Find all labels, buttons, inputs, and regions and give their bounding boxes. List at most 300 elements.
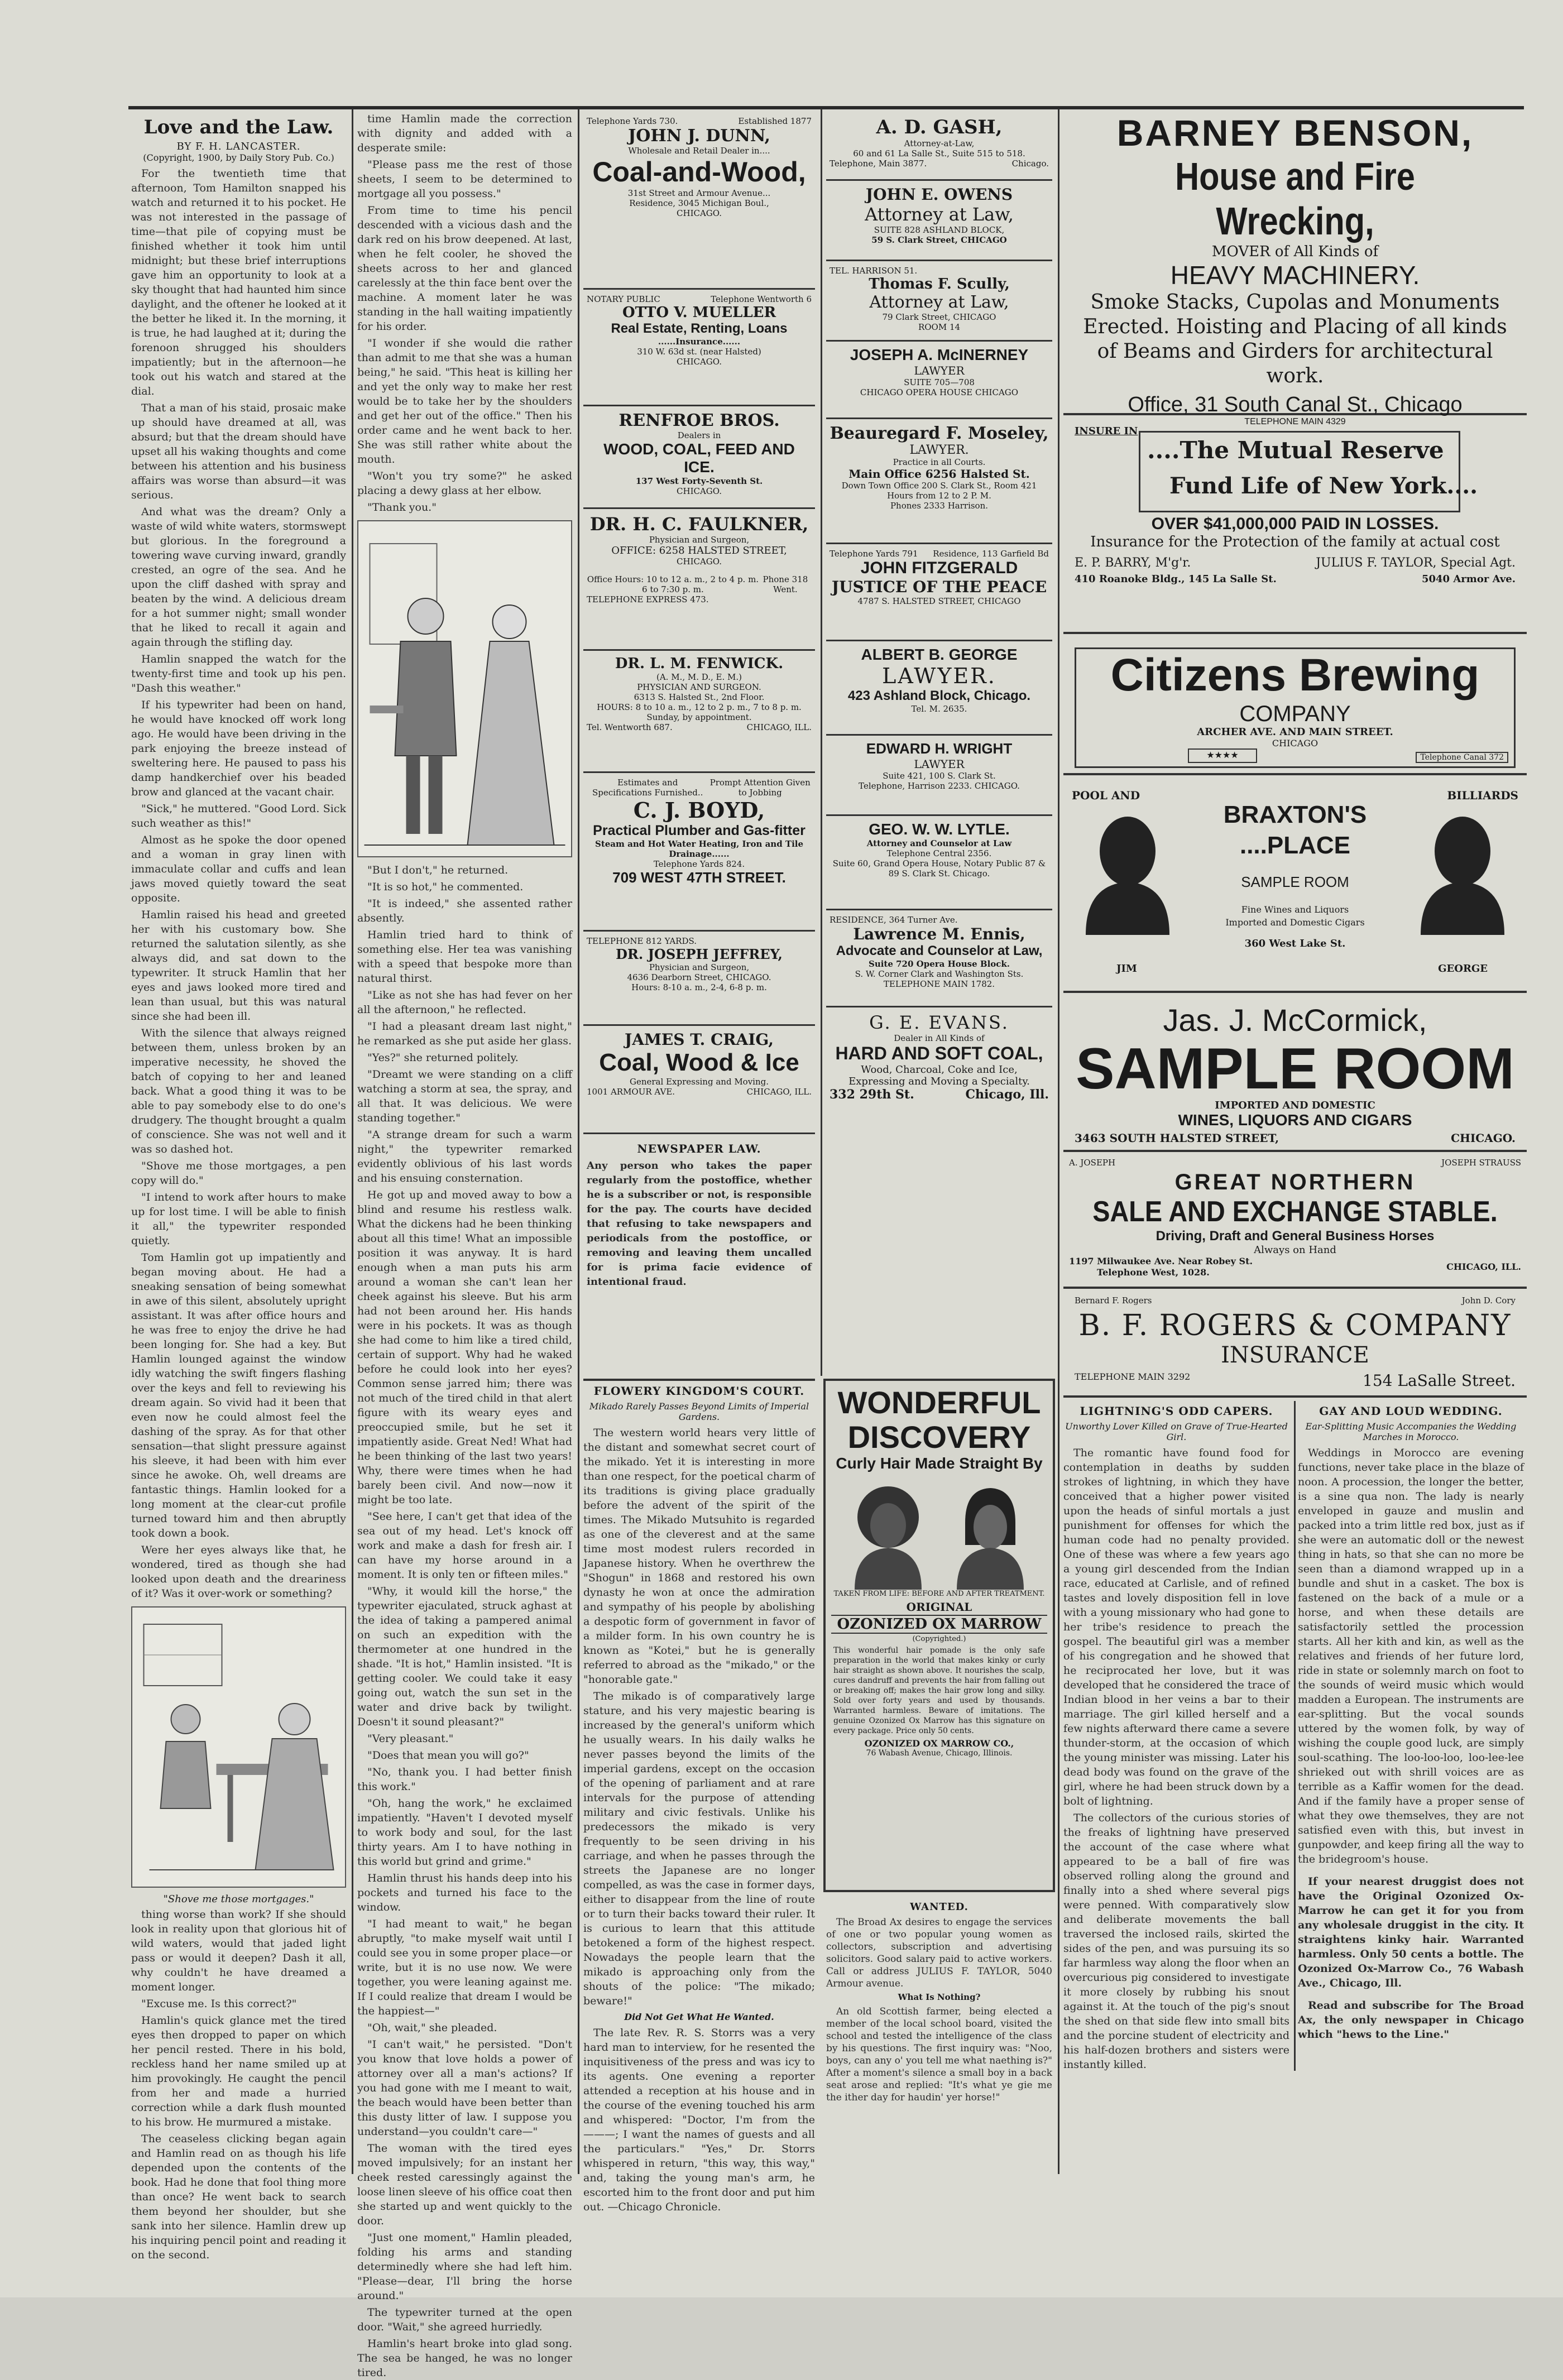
story-byline: BY F. H. LANCASTER.	[176, 141, 301, 152]
benson-heavy: HEAVY MACHINERY.	[1170, 261, 1420, 290]
ad-city: CHICAGO, ILL.	[746, 1087, 812, 1097]
paragraph: Hamlin thrust his hands deep into his pockets and turned his face to the window.	[357, 1872, 572, 1913]
paragraph: thing worse than work? If she should look in reality upon that glorious hit of wild waters, would that jaded light pass or would it deepen? Dash it all, why couldn't he have dreamed a moment longer.	[131, 1908, 346, 1993]
braxton-billiards: BILLIARDS	[1447, 789, 1518, 802]
ad-sub: Dealer in All Kinds of	[894, 1033, 985, 1043]
ad-top-left: Telephone Yards 730.	[587, 116, 678, 126]
ad-top-right: Residence, 113 Garfield Bd	[933, 549, 1049, 559]
ad-citizens-brewing	[1063, 636, 1527, 775]
ad-sub: LAWYER	[914, 757, 965, 771]
discovery-portraits	[826, 1472, 1053, 1590]
discovery-caption: TAKEN FROM LIFE: BEFORE AND AFTER TREATMENT.	[833, 1590, 1045, 1598]
ad-ad-gash	[826, 112, 1052, 181]
ad-city: Chicago.	[1011, 159, 1049, 169]
ad-sub: (A. M., M. D., E. M.)	[656, 672, 742, 682]
story-text-mid	[357, 112, 572, 515]
ad-line: 31st Street and Armour Avenue...	[627, 188, 771, 198]
ad-lawrence-ennis	[826, 910, 1052, 1007]
ad-name: Lawrence M. Ennis,	[853, 925, 1025, 943]
paragraph: Tom Hamlin got up impatiently and began moving about. He had a sneaking sensation of being somewhat in awe of this silent, absolutely upright assistant. It was after office hours and he was free to enjoy the drive he had been longing for. She had a key. But Hamlin lounged against the window idly watching the swift fingers flashing over the keys and fell to reviewing his dream again. So vivid had it been that even now he could almost feel the dashing of the spray. As for that other sensation—that slight pressure against his sleeve, it had been with him ever since he awoke. Oh, well dreams are fantastic things. Hamlin looked for a long moment at the clear-cut profile turned toward him and then abruptly took down a book.	[131, 1251, 346, 1539]
ad-name: JOSEPH A. McINERNEY	[850, 346, 1029, 363]
mutual-name-2: Fund Life of New York....	[1169, 473, 1478, 499]
paragraph: "But I don't," he returned.	[367, 864, 509, 876]
paragraph: "Oh, wait," she pleaded.	[367, 2022, 497, 2034]
ad-name: JOHN J. DUNN,	[628, 126, 770, 146]
ad-line: Steam and Hot Water Heating, Iron and Tile Drainage......	[594, 839, 804, 859]
paragraph: The collectors of the curious stories of the freaks of lightning have preserved the account of the case where what appeared to be a ball of fire was observed rolling along the ground and finally into a shed where several pigs were penned. With comparatively slow and deliberate movements the ball traversed the inclosed rails, skirted the sides of the pen, and was pursuing its so far harmless way along the floor when an overcurious pig considered to investigate it more closely by rubbing his snout against it. At the touch of the pig's snout the shed on that side flew into small bits and the porcine student of electricity and his half-dozen brothers and sisters were instantly killed.	[1063, 1812, 1289, 2071]
ad-line: Wood, Charcoal, Coke and Ice,	[861, 1064, 1018, 1076]
ad-line: Hours: 8-10 a. m., 2-4, 6-8 p. m.	[631, 982, 767, 992]
ad-mutual-reserve	[1063, 420, 1527, 634]
story-text-left-bottom	[131, 1907, 346, 2262]
paragraph: The woman with the tired eyes moved impulsively; for an instant her cheek rested caressingly against the loose linen sleeve of his office coat then she started up and went quickly to the door.	[357, 2142, 572, 2227]
citizens-city: CHICAGO	[1272, 738, 1319, 748]
ad-name: Thomas F. Scully,	[869, 276, 1010, 292]
ad-renfroe-bros	[583, 406, 815, 509]
stable-name: GREAT NORTHERN	[1174, 1170, 1416, 1194]
flowery-text-2	[583, 2026, 815, 2214]
paragraph: "Sick," he muttered. "Good Lord. Sick such weather as this!"	[131, 803, 346, 829]
ad-headline: LAWYER.	[882, 664, 996, 688]
paragraph: "I can't wait," he persisted. "Don't you know that love holds a power of attorney over all a man's actions? If you had gone with me I meant to wait, the beach would have been better than this dusty litter of law. I suppose you understand—you couldn't care—"	[357, 2038, 572, 2138]
top-rule	[128, 106, 1524, 109]
ad-line: ROOM 14	[918, 322, 961, 332]
ad-line: Practice in all Courts.	[893, 457, 986, 467]
wedding-text	[1298, 1446, 1524, 2042]
ad-line: Telephone, Harrison 2233. CHICAGO.	[859, 781, 1020, 791]
ad-geo-lytle	[826, 816, 1052, 910]
ad-top-left: TEL. HARRISON 51.	[830, 266, 918, 276]
mutual-insurance: Insurance for the Protection of the family at actual cost	[1090, 534, 1500, 550]
stable-footer	[1063, 1256, 1527, 1280]
newspaper-law-text: Any person who takes the paper regularly from the postoffice, whether he is a subscriber or not, is responsible for the pay. The courts have decided that refusing to take newspapers and periodicals from the postoffice, or removing and leaving them uncalled for is prima facie evidence of intentional fraud.	[587, 1160, 812, 1288]
paragraph: "Yes?" she returned politely.	[367, 1052, 519, 1064]
stable-owner-left: A. JOSEPH	[1069, 1158, 1116, 1168]
ad-top-left: Estimates and Specifications Furnished..	[592, 778, 703, 798]
nothing-text	[826, 2005, 1052, 2104]
stable-sub: Driving, Draft and General Business Horses	[1156, 1229, 1435, 1244]
ad-line: 6313 S. Halsted St., 2nd Floor.	[634, 692, 765, 702]
ad-top-left: NOTARY PUBLIC	[587, 294, 660, 304]
mutual-agent: JULIUS F. TAYLOR, Special Agt.	[1316, 556, 1516, 570]
paragraph: Hamlin's heart broke into glad song. The sea be hanged, he was no longer tired.	[357, 2338, 572, 2379]
paragraph: "I had a pleasant dream last night," he remarked as she put aside her glass.	[357, 1020, 572, 1047]
paragraph: "It is so hot," he commented.	[367, 881, 524, 893]
wanted-and-nothing	[826, 1898, 1052, 2103]
ad-bf-rogers	[1063, 1292, 1527, 1398]
ad-headline: HARD AND SOFT COAL,	[835, 1043, 1043, 1063]
braxton-george: GEORGE	[1438, 963, 1488, 975]
paragraph: Almost as he spoke the door opened and a woman in gray linen with immaculate collar and cuffs and lean jaws moved quietly toward the seat opposite.	[131, 834, 346, 904]
ad-address: 332 29th St.	[830, 1087, 914, 1102]
ad-line: Suite 720 Opera House Block.	[868, 959, 1010, 969]
ad-line: Tel. M. 2635.	[911, 704, 967, 714]
paragraph: If your nearest druggist does not have the Original Ozonized Ox-Marrow he can get it for you from any wholesale druggist in the city. It straightens kinky hair. Warranted harmless. Only 50 cents a bottle. The Ozonized Ox-Marrow Co., 76 Wabash Ave., Chicago, Ill.	[1298, 1875, 1524, 1989]
paragraph: "Please pass me the rest of those sheets, I seem to be determined to mortgage all you possess."	[357, 159, 572, 200]
story-illustration-office	[131, 1606, 346, 1888]
flowery-sub: Mikado Rarely Passes Beyond Limits of Imperial Gardens.	[589, 1401, 809, 1422]
ad-name: C. J. BOYD,	[633, 798, 765, 823]
braxton-jim: JIM	[1116, 963, 1137, 975]
story-column-2	[357, 112, 572, 2379]
ad-phone: Phone 318 Went.	[763, 574, 808, 594]
ad-top-right: Telephone Wentworth 6	[711, 294, 812, 304]
ad-headline: Attorney at Law,	[869, 292, 1009, 312]
paragraph: "Won't you try some?" he asked placing a dewy glass at her elbow.	[357, 470, 572, 497]
paragraph: Read and subscribe for The Broad Ax, the only newspaper in Chicago which "hews to the Line."	[1298, 1999, 1524, 2041]
ad-top-left: TELEPHONE 812 YARDS.	[587, 936, 697, 946]
ad-name: DR. JOSEPH JEFFREY,	[616, 946, 783, 962]
paragraph: "Very pleasant."	[367, 1733, 454, 1745]
story-column-1	[131, 112, 346, 2261]
paragraph: If his typewriter had been on hand, he would have knocked off work long ago. He would have been driving in the park enjoying the breeze instead of sweltering here. He paused to pass his damp handkerchief over his beaded brow and glanced at the vacant chair.	[131, 699, 346, 798]
ad-great-northern-stable	[1063, 1155, 1527, 1289]
discovery-body: This wonderful hair pomade is the only safe preparation in the world that makes kinky or curly hair straight as shown above. It nourishes the scalp, cures dandruff and prevents the hair from falling out or breaking off; makes the hair grow long and silky. Sold over forty years and used by thousands. Warranted harmless. Beware of imitations. The genuine Ozonized Ox Marrow has this signature on every package. Price only 50 cents.	[833, 1646, 1045, 1735]
newspaper-law-heading: NEWSPAPER LAW.	[637, 1142, 761, 1155]
ad-james-craig	[583, 1026, 815, 1134]
ad-line: CHICAGO.	[677, 208, 722, 218]
rogers-left: Bernard F. Rogers	[1075, 1295, 1152, 1306]
ad-line: TELEPHONE MAIN 1782.	[883, 979, 995, 989]
discovery-product: OZONIZED OX MARROW	[831, 1615, 1047, 1634]
discovery-title-2: DISCOVERY	[847, 1419, 1031, 1455]
ad-line: Down Town Office 200 S. Clark St., Room 421	[841, 481, 1037, 491]
ad-top-left: RESIDENCE, 364 Turner Ave.	[830, 915, 958, 925]
ad-headline: Advocate and Counselor at Law,	[836, 943, 1043, 958]
ad-line: 4636 Dearborn Street, CHICAGO.	[627, 972, 771, 982]
stable-headline: SALE AND EXCHANGE STABLE.	[1092, 1196, 1498, 1228]
lightning-sub: Unworthy Lover Killed on Grave of True-Hearted Girl.	[1065, 1421, 1288, 1442]
wedding-heading: GAY AND LOUD WEDDING.	[1319, 1404, 1503, 1418]
column-divider	[821, 109, 822, 1376]
paragraph: "I wonder if she would die rather than admit to me that she was a human being," he said. "This heat is killing her and yet the only way to make her rest would be to take her by the shoulders and get her out of the office." Then his order came and he went back to her. She was still rather white about the mouth.	[357, 337, 572, 466]
nothing-heading: What Is Nothing?	[898, 1992, 981, 2002]
ad-line: CHICAGO.	[677, 556, 722, 567]
ad-line: Telephone Yards 824.	[653, 859, 745, 869]
stable-city: CHICAGO, ILL.	[1446, 1261, 1521, 1272]
mccormick-line: WINES, LIQUORS AND CIGARS	[1178, 1111, 1412, 1129]
ad-line: CHICAGO.	[677, 357, 722, 367]
paragraph: "Just one moment," Hamlin pleaded, folding his arms and standing determinedly where she had left him. "Please—dear, I'll bring the horse around."	[357, 2232, 572, 2302]
paragraph: The romantic have found food for contemplation in deaths by sudden strokes of lightning, in which they have conceived that a higher power visited upon the heads of sinful mortals a just punishment for offenses for which the human code had no penalty provided. One of these was where a few years ago a young girl descended from the Indian race, educated at Carlisle, and of refined tastes and lovely disposition fell in love with a young missionary who had gone to her tribe's residence to preach the gospel. The beautiful girl was a member of his congregation and he showed that he reciprocated her love, but it was developed that he considered the trace of Indian blood in her veins a bar to their marriage. The girl killed herself and a few nights afterward there came a severe thunder-storm, at the occasion of which the young minister was missing. Later his dead body was found on the grave of the girl, where he had been struck down by a bolt of lightning.	[1063, 1447, 1289, 1807]
ad-line: Expressing and Moving a Specialty.	[848, 1076, 1030, 1087]
mccormick-name: Jas. J. McCormick,	[1163, 1002, 1427, 1038]
rogers-sub: INSURANCE	[1221, 1342, 1369, 1368]
ad-headline: JUSTICE OF THE PEACE	[831, 578, 1047, 596]
ad-line: 79 Clark Street, CHICAGO	[882, 312, 996, 322]
ad-sub: LAWYER	[914, 364, 965, 377]
braxton-place: ....PLACE	[1239, 832, 1351, 859]
ad-sub: Physician and Surgeon,	[649, 962, 750, 972]
ad-name: ALBERT B. GEORGE	[861, 646, 1018, 663]
portrait-after	[951, 1478, 1029, 1590]
ad-line: SUITE 705—708	[904, 377, 975, 387]
mccormick-sub: IMPORTED AND DOMESTIC	[1215, 1100, 1375, 1111]
mccormick-city: CHICAGO.	[1451, 1131, 1516, 1145]
citizens-address: ARCHER AVE. AND MAIN STREET.	[1197, 726, 1393, 738]
paragraph: With the silence that always reigned between them, unless broken by an imperative necessity, he shoved the batch of copying to her and leaned back. What a good thing it was to be able to pay somebody else to do one's drudgery. The thought brought a qualm of conscience. She was not well and it was so dashed hot.	[131, 1027, 346, 1155]
ad-top-left: Telephone Yards 791	[830, 549, 918, 559]
wanted-text	[826, 1916, 1052, 1990]
ad-line: Residence, 3045 Michigan Boul.,	[629, 198, 769, 208]
paragraph: That a man of his staid, prosaic make up should have dreamed at all, was absurd; but that the dream should have upset all his waking thoughts and come between his attention and his business affairs was worse than absurd—it was serious.	[131, 402, 346, 501]
ad-line: 310 W. 63d st. (near Halsted)	[637, 347, 761, 357]
column-divider	[352, 109, 353, 2174]
ad-name: JOHN E. OWENS	[865, 185, 1013, 204]
ad-dr-fenwick	[583, 651, 815, 773]
ad-line: S. W. Corner Clark and Washington Sts.	[855, 969, 1024, 979]
story-illustration-couple	[357, 520, 572, 857]
rogers-tel: TELEPHONE MAIN 3292	[1075, 1371, 1191, 1382]
ad-joseph-mcinerney	[826, 342, 1052, 419]
ad-line: CHICAGO OPERA HOUSE CHICAGO	[860, 387, 1019, 397]
ad-name: GEO. W. W. LYTLE.	[869, 820, 1010, 838]
ad-headline: WOOD, COAL, FEED AND ICE.	[603, 440, 795, 476]
paragraph: And what was the dream? Only a waste of wild white waters, stormswept but glorious. In the foreground a towering wave curving inward, grandly crested, an ogre of the sea. And he upon the cliff dashed with spray and beaten by the wind. A delicious dream for a hot summer night; small wonder that he liked to recall it again and again through the stifling day.	[131, 506, 346, 649]
flowery-heading-2: Did Not Get What He Wanted.	[624, 2012, 774, 2022]
ad-barney-benson	[1063, 112, 1527, 426]
discovery-address: 76 Wabash Avenue, Chicago, Illinois.	[866, 1749, 1013, 1758]
braxton-line-2: Imported and Domestic Cigars	[1225, 917, 1365, 928]
ad-line: PHYSICIAN AND SURGEON.	[637, 682, 761, 692]
paragraph: From time to time his pencil descended with a vicious dash and the dark red on his brow deepened. At last, when he felt cooler, he shoved the sheets across to her and glanced carelessly at the thin face bent over the machine. A moment later he was standing in the hall waiting impatiently for his order.	[357, 204, 572, 333]
ad-sub: Attorney and Counselor at Law	[866, 838, 1012, 848]
mutual-title-block	[1063, 420, 1527, 515]
ad-line: 4787 S. HALSTED STREET, CHICAGO	[857, 596, 1021, 606]
rogers-name: B. F. ROGERS & COMPANY	[1078, 1309, 1512, 1342]
rogers-address: 154 LaSalle Street.	[1363, 1371, 1516, 1390]
ad-sub: General Expressing and Moving.	[629, 1077, 769, 1087]
braxton-address: 360 West Lake St.	[1244, 938, 1346, 949]
ad-city: CHICAGO, ILL.	[746, 722, 812, 732]
flowery-kingdom-article	[583, 1379, 815, 2213]
ad-address: 709 WEST 47TH STREET.	[612, 869, 786, 886]
ad-name: Beauregard F. Moseley,	[830, 424, 1049, 443]
discovery-company: OZONIZED OX MARROW CO.,	[864, 1738, 1014, 1749]
paragraph: "Thank you."	[367, 501, 437, 514]
ad-name: OTTO V. MUELLER	[622, 304, 776, 321]
ad-line: 137 West Forty-Seventh St.	[635, 476, 763, 486]
story-copyright: (Copyright, 1900, by Daily Story Pub. Co.)	[143, 152, 334, 163]
illustration-drawing	[132, 1608, 345, 1887]
braxton-name: BRAXTON'S	[1223, 801, 1367, 828]
mutual-addr-left: 410 Roanoke Bldg., 145 La Salle St.	[1075, 573, 1277, 585]
ad-name: JAMES T. CRAIG,	[624, 1030, 774, 1049]
benson-name: BARNEY BENSON,	[1116, 112, 1474, 153]
paragraph: The western world hears very little of the distant and somewhat secret court of the mikado. Yet it is interesting in more than one respect, for the poetical charm of its traditions is giving place gradually before the advent of the spirit of the times. The Mikado Mutsuhito is regarded as one of the cleverest and at the same time most modest rulers recorded in Japanese history. When he overthrew the "Shogun" in 1868 and restored his own dynasty he won at once the admiration and sympathy of his people by abolishing a despotic form of government in favor of a milder form. In his own country he is known as "Kotei," but he is generally referred to abroad as the "mikado," or the "honorable gate."	[583, 1427, 815, 1686]
ad-sub: Attorney-at-Law,	[904, 138, 975, 148]
ad-john-owens	[826, 181, 1052, 261]
ad-headline: Attorney at Law,	[865, 204, 1014, 225]
paragraph: "Excuse me. Is this correct?"	[141, 1998, 297, 2010]
ad-dr-jeffrey	[583, 932, 815, 1026]
mutual-insure: INSURE IN	[1075, 425, 1138, 437]
discovery-sub: Curly Hair Made Straight By	[836, 1455, 1043, 1472]
discovery-title-1: WONDERFUL	[837, 1385, 1041, 1420]
wanted-heading: WANTED.	[910, 1901, 969, 1913]
ad-braxtons-place	[1063, 779, 1527, 993]
column-divider	[1058, 109, 1059, 2174]
mutual-name-1: ....The Mutual Reserve	[1147, 436, 1444, 464]
portrait-before	[849, 1478, 927, 1590]
wedding-article	[1298, 1401, 1524, 2071]
ad-name: JOHN FITZGERALD	[860, 559, 1018, 577]
paragraph: time Hamlin made the correction with dignity and added with a desperate smile:	[357, 113, 572, 154]
discovery-original: ORIGINAL	[906, 1600, 972, 1614]
paragraph: Hamlin's quick glance met the tired eyes then dropped to paper on which her pencil rested. There in his bold, reckless hand her name smiled up at him provokingly. He caught the pencil from her and made a hurried correction while a dark flush mounted to his brow. He murmured a mistake.	[131, 2014, 346, 2128]
ad-sub: LAWYER.	[909, 443, 969, 457]
mccormick-headline: SAMPLE ROOM	[1076, 1037, 1514, 1101]
flowery-text	[583, 1426, 815, 2008]
paragraph: "No, thank you. I had better finish this work."	[357, 1766, 572, 1793]
ad-line: SUITE 828 ASHLAND BLOCK,	[874, 225, 1005, 235]
ad-headline: Practical Plumber and Gas-fitter	[593, 823, 806, 838]
illustration-caption: "Shove me those mortgages."	[163, 1893, 314, 1905]
portrait-george	[1421, 812, 1504, 935]
paragraph: The ceaseless clicking began again and Hamlin read on as though his life depended upon the contents of the book. Had he done that fool thing more than once? He went back to search them beyond her shoulder, but she sank into her silence. Hamlin drew up his inquiring pencil point and reading it on the second.	[131, 2133, 346, 2261]
ad-name: RENFROE BROS.	[619, 411, 780, 430]
ad-line: OFFICE: 6258 HALSTED STREET,	[611, 545, 787, 556]
ad-line: 423 Ashland Block, Chicago.	[847, 688, 1031, 703]
ad-line: Suite 421, 100 S. Clark St.	[883, 771, 996, 781]
mutual-paid: OVER $41,000,000 PAID IN LOSSES.	[1151, 515, 1439, 533]
paragraph: "I had meant to wait," he began abruptly, "to make myself wait until I could see you in some proper place—or write, but it is no use now. We were together, you were leaning against me. If I could realize that dream I would be the happiest—"	[357, 1918, 572, 2017]
ad-headline: Coal, Wood & Ice	[599, 1049, 799, 1076]
benson-tel: TELEPHONE MAIN 4329	[1244, 417, 1346, 426]
ad-name: EDWARD H. WRIGHT	[866, 740, 1013, 757]
story-title: Love and the Law.	[143, 116, 334, 138]
paragraph: An old Scottish farmer, being elected a member of the local school board, visited the school and tested the intelligence of the class by his questions. The first inquiry was: "Noo, boys, can any o' you tell me what naething is?" After a moment's silence a small boy in a back seat arose and replied: "It's what ye gie me the ither day for haudin' yer horse!"	[826, 2006, 1052, 2103]
mutual-addr-right: 5040 Armor Ave.	[1421, 573, 1516, 585]
ad-line: HOURS: 8 to 10 a. m., 12 to 2 p. m., 7 to 8 p. m.	[597, 702, 802, 712]
braxton-line-1: Fine Wines and Liquors	[1241, 904, 1349, 915]
lightning-article	[1063, 1401, 1289, 2071]
paragraph: Hamlin raised his head and greeted her with his customary bow. She returned the salutation silently, as she always did, and sat down to the typewriter. It struck Hamlin that her eyes and jaws looked more tired and lean than usual, but this was natural since she had been ill.	[131, 909, 346, 1023]
flowery-heading: FLOWERY KINGDOM'S COURT.	[593, 1384, 805, 1398]
wedding-sub: Ear-Splitting Music Accompanies the Wedding Marches in Morocco.	[1305, 1421, 1517, 1442]
ad-sub: Wholesale and Retail Dealer in....	[628, 146, 770, 156]
ad-dr-faulkner	[583, 509, 815, 651]
ad-line: CHICAGO.	[677, 486, 722, 496]
ad-top-right: Prompt Attention Given to Jobbing	[709, 778, 811, 798]
ad-headline: Coal-and-Wood,	[592, 156, 806, 188]
paragraph: The typewriter turned at the open door. "Wait," she agreed hurriedly.	[357, 2306, 572, 2333]
paragraph: The late Rev. R. S. Storrs was a very hard man to interview, for he resented the inquisitiveness of the press and was icy to its agents. One evening a reporter attended a reception at his house and in the course of the evening touched his arm and whispered: "Doctor, I'm from the ———; I want the names of guests and all the particulars." "Yes," Dr. Storrs whispered in return, "this way, this way," and, taking the young man's arm, he escorted him to the front door and put him out. —Chicago Chronicle.	[583, 2027, 815, 2213]
ad-john-dunn	[583, 112, 815, 290]
rogers-right: John D. Cory	[1461, 1295, 1516, 1306]
ad-sub: ......Insurance......	[658, 337, 741, 347]
ad-name: G. E. EVANS.	[869, 1012, 1009, 1033]
ad-name: A. D. GASH,	[876, 116, 1003, 138]
citizens-frame	[1075, 647, 1516, 768]
ad-telephone: TELEPHONE EXPRESS 473.	[587, 594, 709, 604]
paragraph: "A strange dream for such a warm night," the typewriter remarked evidently oblivious of his last words and his ensuing consternation.	[357, 1129, 572, 1184]
citizens-company: COMPANY	[1239, 702, 1351, 726]
paragraph: "See here, I can't get that idea of the sea out of my head. Let's knock off work and make a dash for fresh air. I can have my horse around in a moment. It is only ten or fifteen miles."	[357, 1510, 572, 1581]
paragraph: "Shove me those mortgages, a pen copy will do."	[131, 1160, 346, 1187]
ad-line: 59 S. Clark Street, CHICAGO	[871, 235, 1007, 245]
benson-sub: MOVER of All Kinds of	[1211, 243, 1379, 260]
ad-line: Sunday, by appointment.	[646, 712, 752, 722]
ad-headline: Real Estate, Renting, Loans	[611, 321, 788, 336]
paragraph: "It is indeed," she assented rather absently.	[357, 898, 572, 924]
benson-body: Smoke Stacks, Cupolas and Monuments Erected. Hoisting and Placing of all kinds of Beams and Girders for architectural work.	[1083, 291, 1507, 387]
paragraph: "Oh, hang the work," he exclaimed impatiently. "Haven't I devoted myself to work body and soul, for the last thirty years. Am I to have nothing in this world but grind and grime."	[357, 1797, 572, 1868]
story-text-left	[131, 166, 346, 1601]
paragraph: "Does that mean you will go?"	[367, 1749, 529, 1762]
ads-column-3	[583, 112, 815, 1373]
stable-tel: Telephone West, 1028.	[1097, 1267, 1210, 1278]
braxton-pool: POOL AND	[1072, 789, 1140, 802]
ad-albert-george	[826, 641, 1052, 736]
ads-column-4	[826, 112, 1052, 1373]
paragraph: For the twentieth time that afternoon, Tom Hamilton snapped his watch and returned it to his pocket. He was not interested in the passage of time—that pile of copying must be finished whether it took him until midnight; but these brief interruptions gave him an opportunity to look at a sky thought that had haunted him since daylight, and the oftener he looked at it the better he liked it. In the morning, it is true, he had laughed at it; during the forenoon shrugged his shoulders impatiently; but in the afternoon—he took out his watch and stared at the dial.	[131, 167, 346, 397]
ad-top-right: Established 1877	[738, 116, 812, 126]
citizens-tel: Telephone Canal 372	[1416, 752, 1508, 763]
ad-sub: Dealers in	[677, 430, 721, 440]
citizens-stars: ★★★★	[1188, 748, 1257, 763]
paragraph: Were her eyes always like that, he wondered, tired as though she had looked upon death and the dreariness of it? Was it over-work or something?	[131, 1544, 346, 1600]
ad-hours: Office Hours: 10 to 12 a. m., 2 to 4 p. m. 6 to 7:30 p. m.	[587, 574, 759, 594]
braxton-sample: SAMPLE ROOM	[1241, 874, 1349, 890]
illustration-drawing	[358, 521, 571, 856]
paragraph: Hamlin snapped the watch for the twenty-first time and took up his pen. "Dash this weather."	[131, 653, 346, 694]
paragraph: Hamlin tried hard to think of something else. Her tea was vanishing with a speed that bespoke more than natural thirst.	[357, 929, 572, 985]
ad-john-fitzgerald	[826, 544, 1052, 641]
paragraph: "Like as not she has had fever on her all the afternoon," he reflected.	[357, 989, 572, 1016]
citizens-name: Citizens Brewing	[1110, 650, 1480, 700]
ad-edward-wright	[826, 736, 1052, 816]
ad-sub: Physician and Surgeon,	[649, 535, 750, 545]
ad-address: 1001 ARMOUR AVE.	[587, 1087, 675, 1097]
ad-beauregard-moseley	[826, 419, 1052, 544]
lightning-text	[1063, 1446, 1289, 2072]
ad-ge-evans	[826, 1007, 1052, 1117]
lightning-heading: LIGHTNING'S ODD CAPERS.	[1080, 1404, 1273, 1418]
ad-otto-mueller	[583, 290, 815, 406]
mccormick-address: 3463 SOUTH HALSTED STREET,	[1075, 1131, 1279, 1145]
story-text-mid-2	[357, 863, 572, 2380]
paragraph: "I intend to work after hours to make up for lost time. I will be able to finish it all," the typewriter responded quietly.	[131, 1191, 346, 1247]
ad-telephone: Telephone, Main 3877.	[830, 159, 927, 169]
paragraph: The mikado is of comparatively large stature, and his very majestic bearing is increased by the general's uniform which he usually wears. In his daily walks he never passes beyond the limits of the imperial gardens, except on the occasion of the opening of parliament and at rare intervals for the purpose of attending military and civic festivals. Unlike his predecessors the mikado is very frequently to be seen driving in his carriage, and when he passes through the streets the Japanese are no longer compelled, as was the case in former days, either to disappear from the line of route or to turn their backs toward their ruler. It is curious to learn that this attitude betokened a form of the highest respect. Nowadays the people learn that the mikado is approaching only from the shouts of the police: "The mikado; beware!"	[583, 1690, 815, 2007]
column-divider	[578, 109, 579, 2174]
ad-thomas-scully	[826, 261, 1052, 342]
ad-name: DR. H. C. FAULKNER,	[589, 514, 809, 535]
stable-always: Always on Hand	[1254, 1244, 1336, 1256]
benson-office: Office, 31 South Canal St., Chicago	[1128, 393, 1463, 416]
ad-name: DR. L. M. FENWICK.	[615, 655, 784, 672]
ad-line: Suite 60, Grand Opera House, Notary Public 87 & 89 S. Clark St. Chicago.	[832, 858, 1046, 879]
mutual-manager: E. P. BARRY, M'g'r.	[1075, 556, 1191, 570]
ad-line: Phones 2333 Harrison.	[890, 501, 989, 511]
ad-line: Hours from 12 to 2 P. M.	[887, 491, 991, 501]
ad-telephone: Tel. Wentworth 687.	[587, 722, 673, 732]
ad-city: Chicago, Ill.	[965, 1087, 1049, 1102]
ad-line: Main Office 6256 Halsted St.	[848, 467, 1030, 481]
ad-mccormick	[1063, 996, 1527, 1152]
stable-address: 1197 Milwaukee Ave. Near Robey St.	[1069, 1256, 1253, 1266]
paragraph: "Dreamt we were standing on a cliff watching a storm at sea, the spray, and all that. It was delicious. We were standing together."	[357, 1068, 572, 1124]
discovery-copyright: (Copyrighted.)	[912, 1635, 966, 1643]
ad-cj-boyd	[583, 773, 815, 932]
newspaper-law	[583, 1134, 815, 1294]
ad-wonderful-discovery	[823, 1379, 1055, 1892]
column-divider	[1294, 1401, 1296, 2071]
stable-owner-right: JOSEPH STRAUSS	[1441, 1158, 1521, 1168]
paragraph: The Broad Ax desires to engage the services of one or two popular young women as collectors, subscription and advertising solicitors. Good salary paid to active workers. Call or address JULIUS F. TAYLOR, 5040 Armour avenue.	[826, 1917, 1052, 1989]
ad-line: Telephone Central 2356.	[886, 848, 992, 858]
